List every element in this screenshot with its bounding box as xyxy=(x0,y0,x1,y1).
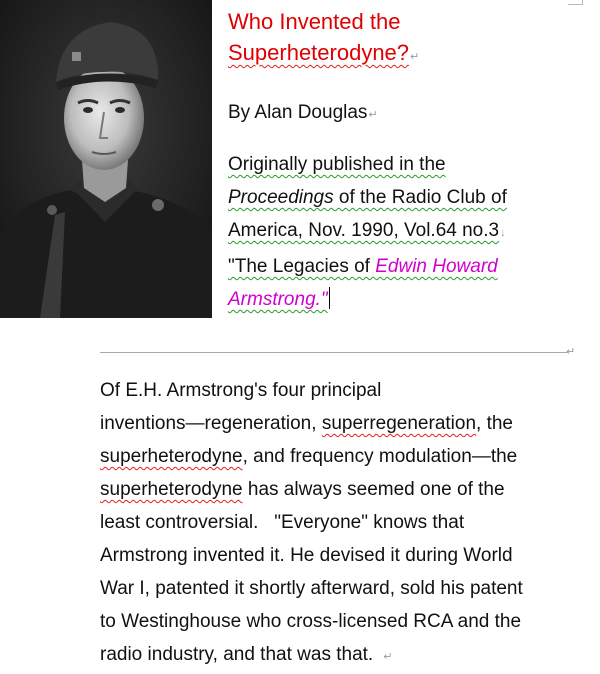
horizontal-rule xyxy=(100,352,568,353)
spelling-flagged-word: superregeneration xyxy=(321,413,477,434)
author-name: By Alan Douglas xyxy=(228,102,368,123)
spelling-flagged-word: superheterodyne xyxy=(100,479,243,500)
paragraph-mark-icon: ↵ xyxy=(368,109,378,121)
body-line: Of E.H. Armstrong's four principal xyxy=(100,380,382,401)
article-body xyxy=(100,374,578,674)
source-line-1: Originally published in the xyxy=(228,154,446,175)
body-line: to Westinghouse who cross-licensed RCA and the xyxy=(100,611,522,632)
page-corner-mark-right xyxy=(568,0,583,5)
body-line: radio industry, and that was that. xyxy=(100,644,374,665)
armstrong-link-part2[interactable]: Armstrong." xyxy=(228,289,328,310)
legacies-prefix: "The Legacies of xyxy=(228,256,376,277)
body-line: least controversial. "Everyone" knows that xyxy=(100,512,465,533)
source-line-2: of the Radio Club of xyxy=(333,187,507,208)
line-break-mark-icon: ↓ xyxy=(500,227,506,239)
body-line: , and frequency modulation—the xyxy=(242,446,518,467)
body-line: , the xyxy=(476,413,514,434)
source-line-3: America, Nov. 1990, Vol.64 no.3 xyxy=(228,220,500,241)
title-line-1: Who Invented the xyxy=(228,9,401,34)
paragraph-mark-icon: ↵ xyxy=(383,651,393,663)
source-journal: Proceedings xyxy=(228,187,334,208)
spelling-flagged-word: superheterodyne xyxy=(100,446,243,467)
article-title xyxy=(228,6,588,73)
body-line: Armstrong invented it. He devised it during World xyxy=(100,545,513,566)
source-citation xyxy=(228,148,578,316)
paragraph-mark-icon: ↵ xyxy=(566,346,576,358)
body-line: has always seemed one of the xyxy=(242,479,505,500)
title-line-2: Superheterodyne? xyxy=(228,40,410,65)
text-cursor xyxy=(329,287,330,309)
body-line: War I, patented it shortly afterward, sold his patent xyxy=(100,578,523,599)
armstrong-link-part1[interactable]: Edwin Howard xyxy=(375,256,498,277)
paragraph-mark-icon: ↵ xyxy=(410,51,420,63)
body-line: inventions—regeneration, xyxy=(100,413,322,434)
author-byline xyxy=(228,100,378,128)
armstrong-portrait xyxy=(0,0,212,318)
